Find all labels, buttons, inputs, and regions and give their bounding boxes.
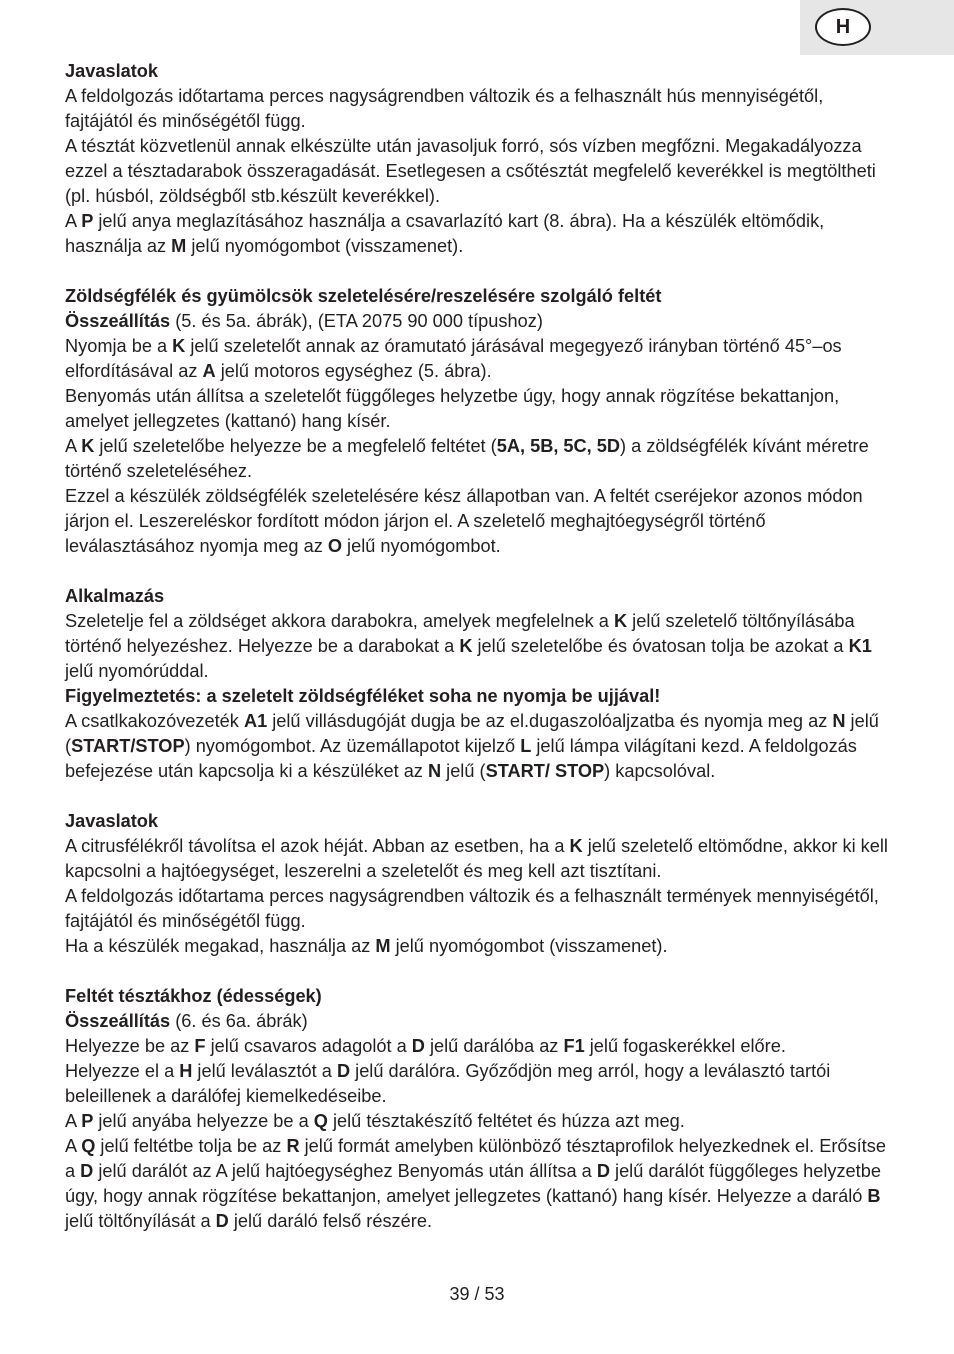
paragraph bbox=[65, 134, 895, 209]
bold-text: H bbox=[179, 1061, 193, 1081]
text-run: jelű ( bbox=[441, 761, 486, 781]
text-run: jelű fogaskerékkel előre. bbox=[584, 1036, 786, 1056]
section-heading-line bbox=[65, 284, 895, 309]
bold-text: K1 bbox=[848, 636, 872, 656]
bold-text: K bbox=[613, 611, 628, 631]
text-run: jelű darálóra. Győződjön meg arról, hogy a leválasztó tartói beleillenek a darálófej kiemelkedéseibe. bbox=[65, 1061, 831, 1106]
text-run: Szeletelje fel a zöldséget akkora darabokra, amelyek megfelelnek a bbox=[65, 611, 614, 631]
text-run: jelű szeletelőbe helyezze be a megfelelő feltétet ( bbox=[94, 436, 497, 456]
paragraph bbox=[65, 309, 895, 334]
text-run: jelű ( bbox=[65, 711, 879, 756]
bold-text: R bbox=[286, 1136, 300, 1156]
text-run: jelű szeletelőbe és óvatosan tolja be azokat a bbox=[472, 636, 849, 656]
text-run: jelű szeletelő töltőnyílásába történő helyezéshez. Helyezze be a darabokat a bbox=[65, 611, 855, 656]
paragraph bbox=[65, 884, 895, 934]
text-run: Ezzel a készülék zöldségfélék szeletelésére kész állapotban van. A feltét cseréjekor azonos módon járjon el. Leszereléskor fordított módon járjon el. A szeletelő meghajtóegységről történő leválasztásához nyomja meg az bbox=[65, 486, 863, 556]
bold-text: K bbox=[569, 836, 583, 856]
text-run: jelű anyába helyezze be a bbox=[93, 1111, 314, 1131]
bold-text: Q bbox=[81, 1136, 96, 1156]
section-spacer bbox=[65, 784, 895, 809]
language-badge bbox=[815, 8, 871, 46]
text-run: ) kapcsolóval. bbox=[604, 761, 716, 781]
text-run: jelű nyomógombot (visszamenet). bbox=[390, 936, 668, 956]
text-run: jelű leválasztót a bbox=[192, 1061, 337, 1081]
text-run: Helyezze el a bbox=[65, 1061, 180, 1081]
section-heading-line bbox=[65, 984, 895, 1009]
text-run: A bbox=[65, 436, 82, 456]
text-run: ) nyomógombot. Az üzemállapotot kijelző bbox=[184, 736, 521, 756]
text-run: A feldolgozás időtartama perces nagyságrendben változik és a felhasznált hús mennyiségétől, fajtájától és minőségétől függ. bbox=[65, 86, 824, 131]
text-run: Nyomja be a bbox=[65, 336, 173, 356]
section-heading: Zöldségfélék és gyümölcsök szeletelésére/reszelésére szolgáló feltét bbox=[65, 286, 662, 306]
paragraph bbox=[65, 934, 895, 959]
paragraph bbox=[65, 834, 895, 884]
paragraph bbox=[65, 1134, 895, 1234]
text-run: jelű nyomógombot (visszamenet). bbox=[186, 236, 464, 256]
bold-text: P bbox=[81, 211, 94, 231]
paragraph bbox=[65, 334, 895, 384]
bold-text: L bbox=[520, 736, 532, 756]
text-run: A tésztát közvetlenül annak elkészülte után javasoljuk forró, sós vízben megfőzni. Megakadályozza ezzel a tésztadarabok összeragadását. Esetlegesen a csőtésztát megfelelő keverékkel is megtöltheti (pl. húsból, zöldségből stb.készült keverékkel). bbox=[65, 136, 876, 206]
bold-text: M bbox=[375, 936, 391, 956]
text-run: A citrusfélékről távolítsa el azok héját. Abban az esetben, ha a bbox=[65, 836, 570, 856]
bold-text: D bbox=[336, 1061, 351, 1081]
section-heading: Javaslatok bbox=[65, 61, 159, 81]
text-run: Helyezze be az bbox=[65, 1036, 195, 1056]
text-run: jelű nyomógombot. bbox=[342, 536, 501, 556]
text-run: jelű darálót függőleges helyzetbe úgy, hogy annak rögzítése bekattanjon, amelyet jellegzetes (kattanó) hang kísér. Helyezze a daráló bbox=[65, 1161, 881, 1206]
text-run: jelű formát amelyben különböző tésztaprofilok helyezkednek el. Erősítse a bbox=[65, 1136, 886, 1181]
bold-text: F1 bbox=[563, 1036, 585, 1056]
paragraph bbox=[65, 434, 895, 484]
bold-text: N bbox=[427, 761, 442, 781]
bold-text: B bbox=[867, 1186, 881, 1206]
text-run: A bbox=[65, 1136, 82, 1156]
text-run: jelű szeletelő eltömődne, akkor ki kell kapcsolni a hajtóegységet, leszerelni a szeletelőt és meg kell azt tisztítani. bbox=[65, 836, 888, 881]
paragraph bbox=[65, 384, 895, 434]
section-heading: Javaslatok bbox=[65, 811, 159, 831]
paragraph bbox=[65, 1034, 895, 1059]
paragraph bbox=[65, 709, 895, 784]
paragraph bbox=[65, 1109, 895, 1134]
text-run: A feldolgozás időtartama perces nagyságrendben változik és a felhasznált termények mennyiségétől, fajtájától és minőségétől függ. bbox=[65, 886, 879, 931]
bold-text: K bbox=[459, 636, 473, 656]
section-heading: Feltét tésztákhoz (édességek) bbox=[65, 986, 322, 1006]
text-run: jelű daráló felső részére. bbox=[228, 1211, 432, 1231]
section-heading-line bbox=[65, 809, 895, 834]
bold-text: O bbox=[327, 536, 342, 556]
bold-text: Összeállítás bbox=[65, 1011, 171, 1031]
text-run: jelű töltőnyílását a bbox=[65, 1211, 216, 1231]
bold-text: A bbox=[202, 361, 216, 381]
text-run: jelű anya meglazításához használja a csavarlazító kart (8. ábra). Ha a készülék eltömődik, használja az bbox=[65, 211, 825, 256]
bold-text: D bbox=[215, 1211, 229, 1231]
text-run: jelű villásdugóját dugja be az el.dugaszolóaljzatba és nyomja meg az bbox=[267, 711, 833, 731]
text-run: ) a zöldségfélék kívánt méretre történő szeleteléséhez. bbox=[65, 436, 869, 481]
text-run: (6. és 6a. ábrák) bbox=[170, 1011, 308, 1031]
section-heading-line bbox=[65, 584, 895, 609]
text-run: jelű csavaros adagolót a bbox=[205, 1036, 412, 1056]
text-run: jelű feltétbe tolja be az bbox=[95, 1136, 287, 1156]
paragraph bbox=[65, 684, 895, 709]
paragraph bbox=[65, 609, 895, 684]
text-run: jelű motoros egységhez (5. ábra). bbox=[215, 361, 492, 381]
bold-text: D bbox=[411, 1036, 425, 1056]
paragraph bbox=[65, 1059, 895, 1109]
text-run: Benyomás után állítsa a szeletelőt függőleges helyzetbe úgy, hogy annak rögzítése bekattanjon, amelyet jellegzetes (kattanó) hang kísér. bbox=[65, 386, 840, 431]
paragraph bbox=[65, 484, 895, 559]
text-run: A csatlkakozóvezeték bbox=[65, 711, 244, 731]
text-run: jelű lámpa világítani kezd. A feldolgozás befejezése után kapcsolja ki a készüléket az bbox=[65, 736, 857, 781]
bold-text: Q bbox=[313, 1111, 328, 1131]
section-heading: Alkalmazás bbox=[65, 586, 165, 606]
bold-text: START/ STOP bbox=[485, 761, 605, 781]
bold-text: D bbox=[596, 1161, 610, 1181]
text-run: jelű darálót az A jelű hajtóegységhez Benyomás után állítsa a bbox=[93, 1161, 597, 1181]
document-body bbox=[65, 59, 895, 1234]
paragraph bbox=[65, 84, 895, 134]
text-run: jelű darálóba az bbox=[424, 1036, 564, 1056]
text-run: jelű nyomórúddal. bbox=[65, 661, 209, 681]
bold-text: 5A, 5B, 5C, 5D bbox=[496, 436, 621, 456]
text-run: (5. és 5a. ábrák), (ETA 2075 90 000 típushoz) bbox=[170, 311, 543, 331]
paragraph bbox=[65, 1009, 895, 1034]
bold-text: K bbox=[172, 336, 186, 356]
section-heading-line bbox=[65, 59, 895, 84]
section-spacer bbox=[65, 559, 895, 584]
bold-text: F bbox=[194, 1036, 206, 1056]
text-run: A bbox=[65, 1111, 82, 1131]
section-spacer bbox=[65, 959, 895, 984]
page-number: 39 / 53 bbox=[449, 1284, 505, 1304]
bold-text: K bbox=[81, 436, 95, 456]
text-run: A bbox=[65, 211, 82, 231]
bold-text: D bbox=[80, 1161, 94, 1181]
bold-text: START/STOP bbox=[71, 736, 185, 756]
text-run: Ha a készülék megakad, használja az bbox=[65, 936, 376, 956]
bold-text: M bbox=[171, 236, 187, 256]
text-run: jelű tésztakészítő feltétet és húzza azt meg. bbox=[327, 1111, 685, 1131]
bold-text: Figyelmeztetés: a szeletelt zöldségféléket soha ne nyomja be ujjával! bbox=[65, 686, 661, 706]
bold-text: Összeállítás bbox=[65, 311, 171, 331]
bold-text: A1 bbox=[243, 711, 268, 731]
language-code: H bbox=[835, 15, 851, 38]
bold-text: N bbox=[832, 711, 846, 731]
section-spacer bbox=[65, 259, 895, 284]
paragraph bbox=[65, 209, 895, 259]
bold-text: P bbox=[81, 1111, 94, 1131]
text-run: jelű szeletelőt annak az óramutató járásával megegyező irányban történő 45°–os elfordításával az bbox=[65, 336, 842, 381]
